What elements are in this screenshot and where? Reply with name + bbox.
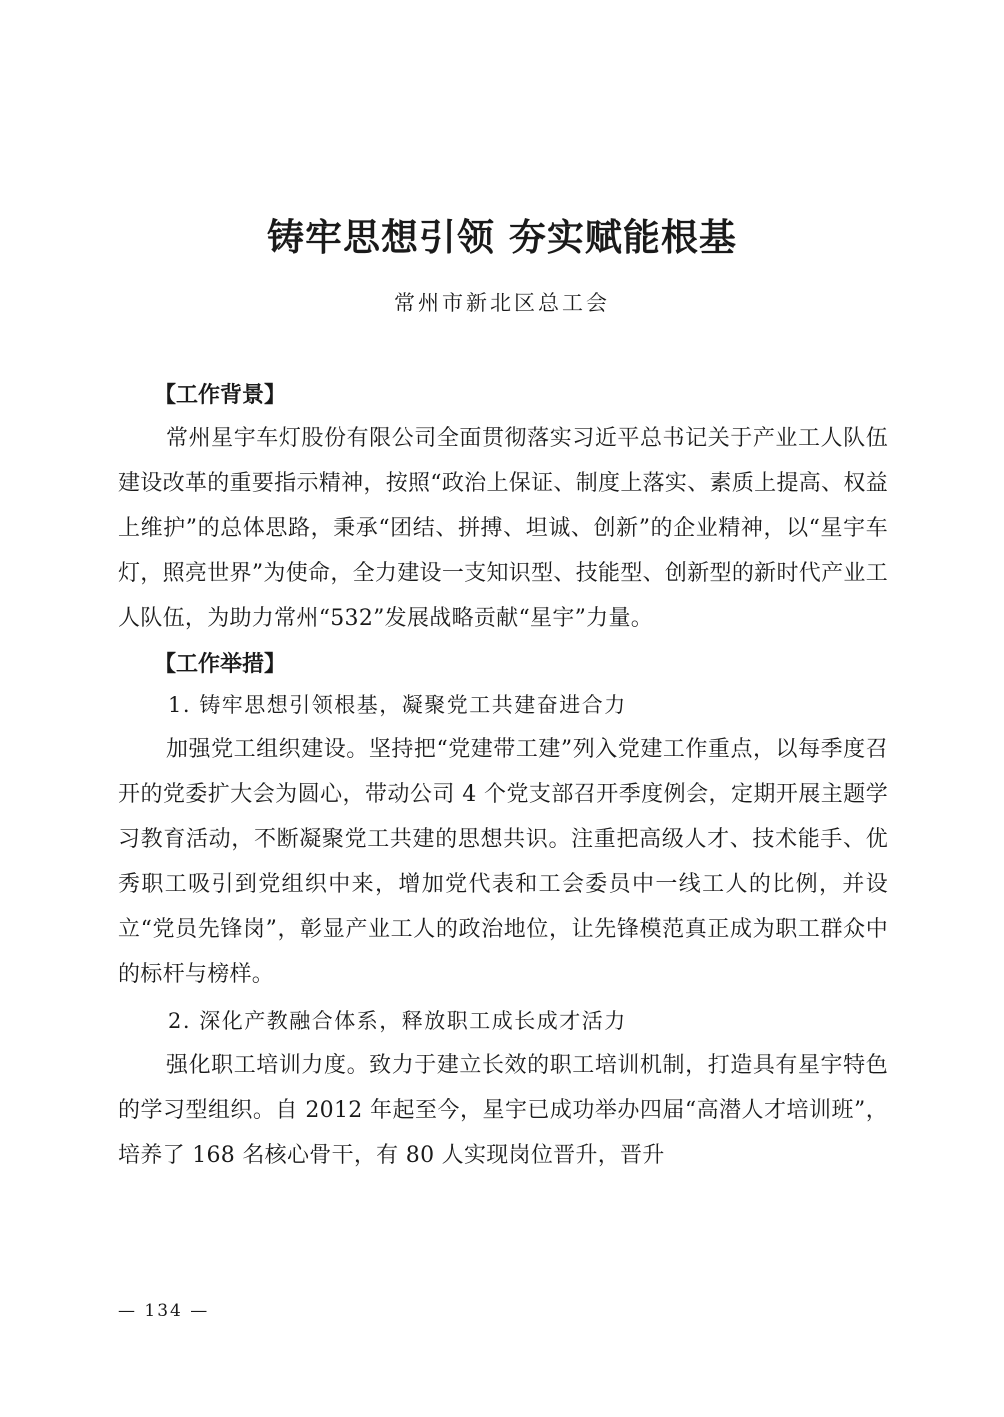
document-body — [118, 376, 888, 1178]
document-title: 铸牢思想引领 夯实赋能根基 — [267, 216, 737, 259]
subsection-title-2: 2. 深化产教融合体系，释放职工成长成才活力 — [168, 1009, 627, 1033]
paragraph-background: 常州星宇车灯股份有限公司全面贯彻落实习近平总书记关于产业工人队伍建设改革的重要指示精神，按照“政治上保证、制度上落实、素质上提高、权益上维护”的总体思路，秉承“团结、拼搏、坦诚、创新”的企业精神，以“星宇车灯，照亮世界”为使命，全力建设一支知识型、技能型、创新型的新时代产业工人队伍，为助力常州“532”发展战略贡献“星宇”力量。 — [118, 426, 888, 631]
section-heading-background: 【工作背景】 — [154, 383, 287, 408]
subsection-title-1: 1. 铸牢思想引领根基，凝聚党工共建奋进合力 — [168, 693, 627, 717]
paragraph-measure-2: 强化职工培训力度。致力于建立长效的职工培训机制，打造具有星宇特色的学习型组织。自 2012 年起至今，星宇已成功举办四届“高潜人才培训班”，培养了 168 名核心骨干，有 80 人实现岗位晋升，晋升 — [118, 1053, 888, 1168]
paragraph-measure-1: 加强党工组织建设。坚持把“党建带工建”列入党建工作重点，以每季度召开的党委扩大会为圆心，带动公司 4 个党支部召开季度例会，定期开展主题学习教育活动，不断凝聚党工共建的思想共识。注重把高级人才、技术能手、优秀职工吸引到党组织中来，增加党代表和工会委员中一线工人的比例，并设立“党员先锋岗”，彰显产业工人的政治地位，让先锋模范真正成为职工群众中的标杆与榜样。 — [118, 737, 888, 987]
document-author: 常州市新北区总工会 — [394, 291, 610, 315]
section-heading-measures: 【工作举措】 — [154, 652, 287, 677]
page-number: — 134 — — [118, 1301, 210, 1321]
